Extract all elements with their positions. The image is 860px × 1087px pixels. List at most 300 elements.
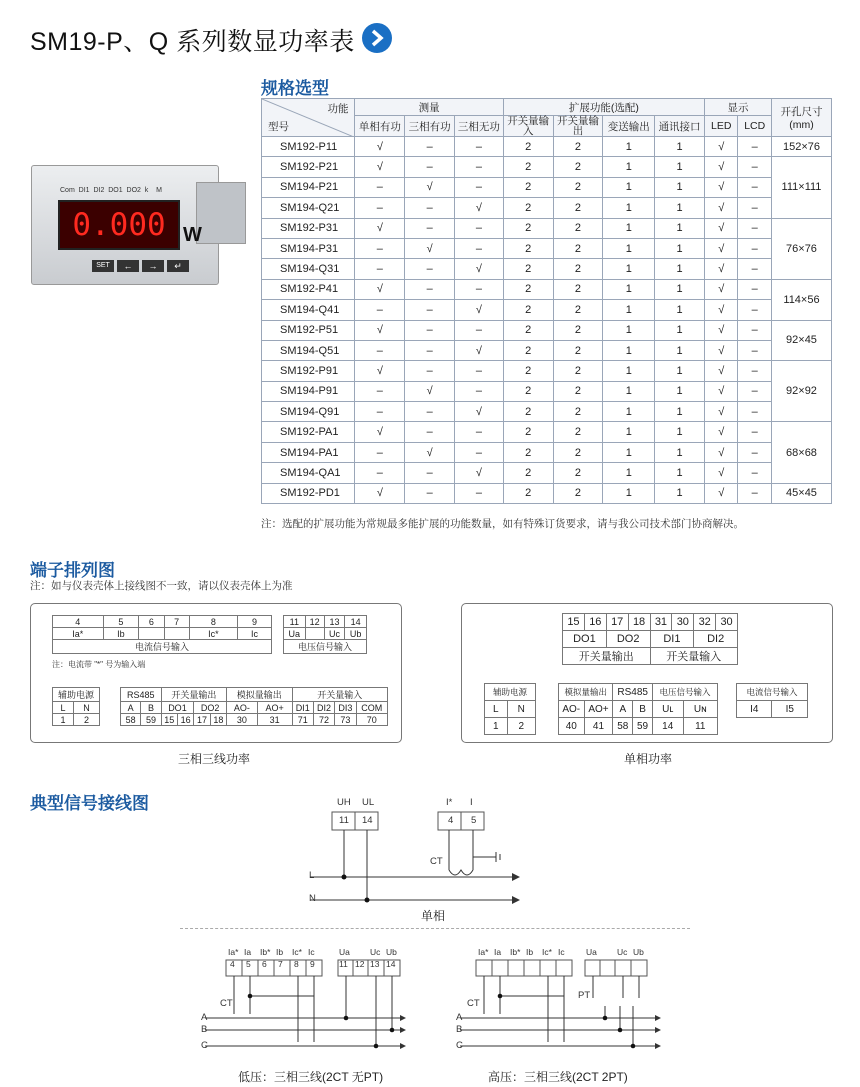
spec-cell: √ (405, 238, 455, 258)
spec-cell: 1 (655, 157, 705, 177)
spec-cell: √ (355, 422, 405, 442)
spec-cell: – (355, 259, 405, 279)
spec-cell: – (738, 340, 772, 360)
terminal-note: 注：如与仪表壳体上接线图不一致，请以仪表壳体上为准 (30, 580, 293, 592)
spec-row (262, 279, 832, 299)
three-phase-aux-table: 辅助电源 L N 1 2 (52, 687, 100, 726)
spec-cell: √ (704, 137, 738, 157)
high-wiring-caption: 高压：三相三线(2CT 2PT) (488, 1070, 628, 1084)
spec-cell: – (738, 238, 772, 258)
spec-cell: – (738, 381, 772, 401)
spec-cell: – (455, 218, 504, 238)
spec-cell: 1 (603, 463, 655, 483)
spec-cell: 1 (655, 218, 705, 238)
spec-section-title: 规格选型 (261, 79, 329, 98)
model-cell: SM194-Q31 (262, 259, 355, 279)
spec-cell: 2 (553, 198, 603, 218)
model-cell: SM194-Q41 (262, 300, 355, 320)
spec-cell: 2 (553, 442, 603, 462)
col-head: 三相无功 (455, 116, 504, 137)
spec-cell: √ (704, 157, 738, 177)
spec-cell: √ (455, 340, 504, 360)
spec-cell: √ (704, 463, 738, 483)
spec-cell: 1 (655, 361, 705, 381)
spec-cell: √ (405, 177, 455, 197)
terminal-label: Ic (558, 947, 565, 957)
spec-cell: 1 (603, 483, 655, 503)
single-phase-current-table: 电流信号输入 I4 I5 (736, 683, 808, 718)
spec-cell: 1 (655, 402, 705, 422)
spec-row (262, 422, 832, 442)
spec-cell: 2 (503, 381, 553, 401)
terminal-number: 4 (230, 959, 235, 969)
chevron-right-icon[interactable] (362, 23, 392, 53)
wiring-section-title: 典型信号接线图 (30, 794, 149, 813)
spec-cell: √ (355, 279, 405, 299)
single-phase-top-table: 15 16 17 18 31 30 32 30 DO1 DO2 DI1 DI2 开关量输出 开关量输入 (562, 613, 738, 665)
low-ct-label: CT (220, 998, 233, 1009)
spec-cell: 2 (553, 381, 603, 401)
spec-cell: √ (355, 320, 405, 340)
spec-cell: √ (704, 300, 738, 320)
high-phase-a: A (456, 1012, 463, 1023)
spec-cell: √ (704, 361, 738, 381)
terminal-label: Uc (370, 947, 381, 957)
divider (180, 928, 690, 929)
spec-cell: – (355, 402, 405, 422)
spec-cell: – (455, 157, 504, 177)
spec-cell: √ (355, 218, 405, 238)
spec-cell: – (738, 259, 772, 279)
spec-cell: 2 (553, 361, 603, 381)
label-ul: UL (362, 797, 375, 808)
spec-cell: 2 (503, 198, 553, 218)
spec-cell: 1 (655, 238, 705, 258)
cutout-cell: 152×76 (771, 137, 831, 157)
terminal-label: Ib (276, 947, 284, 957)
spec-cell: 1 (655, 198, 705, 218)
spec-cell: – (738, 483, 772, 503)
spec-cell: 2 (503, 157, 553, 177)
terminal-number: 9 (310, 959, 315, 969)
spec-cell: 2 (503, 218, 553, 238)
spec-cell: 1 (603, 361, 655, 381)
spec-row (262, 483, 832, 503)
spec-cell: – (738, 279, 772, 299)
spec-row (262, 320, 832, 340)
spec-cell: √ (455, 300, 504, 320)
spec-cell: 1 (603, 422, 655, 442)
high-voltage-wiring-diagram (455, 958, 670, 1058)
spec-cell: 1 (655, 340, 705, 360)
spec-table (261, 98, 832, 504)
low-phase-b: B (201, 1024, 208, 1035)
spec-cell: 2 (553, 340, 603, 360)
meter-unit: W (183, 224, 202, 246)
terminal-number: 5 (246, 959, 251, 969)
meter-set-button: SET (92, 260, 114, 272)
spec-cell: – (455, 361, 504, 381)
model-cell: SM194-P91 (262, 381, 355, 401)
spec-cell: – (405, 483, 455, 503)
single-phase-wiring-diagram (300, 795, 540, 920)
spec-cell: – (455, 137, 504, 157)
low-wiring-caption: 低压：三相三线(2CT 无PT) (238, 1070, 384, 1084)
spec-cell: – (738, 218, 772, 238)
term-4: 4 (448, 815, 454, 826)
terminal-label: Ia* (478, 947, 489, 957)
spec-cell: 2 (503, 340, 553, 360)
spec-cell: √ (455, 198, 504, 218)
spec-cell: – (738, 157, 772, 177)
spec-cell: 1 (603, 157, 655, 177)
spec-cell: 2 (553, 157, 603, 177)
high-phase-c: C (456, 1040, 463, 1051)
cutout-cell: 92×45 (771, 320, 831, 361)
three-phase-caption: 三相三线功率 (178, 752, 251, 766)
terminal-number: 14 (386, 959, 396, 969)
spec-cell: 1 (655, 177, 705, 197)
terminal-label: Ic (308, 947, 315, 957)
spec-cell: – (405, 279, 455, 299)
model-cell: SM194-PA1 (262, 442, 355, 462)
spec-cell: √ (704, 198, 738, 218)
spec-row (262, 238, 832, 258)
low-phase-c: C (201, 1040, 208, 1051)
head-func: 功能 (327, 103, 349, 115)
spec-cell: 2 (503, 402, 553, 422)
terminal-label: Ic* (292, 947, 302, 957)
terminal-label: Ib (526, 947, 534, 957)
spec-cell: 1 (655, 259, 705, 279)
meter-indicators: Com DI1 DI2 DO1 DO2 k M (60, 187, 162, 194)
model-cell: SM194-P21 (262, 177, 355, 197)
terminal-number: 13 (370, 959, 380, 969)
spec-row (262, 259, 832, 279)
spec-cell: 1 (603, 320, 655, 340)
model-cell: SM192-P41 (262, 279, 355, 299)
spec-cell: – (355, 238, 405, 258)
spec-row (262, 381, 832, 401)
high-ct-label: CT (467, 998, 480, 1009)
spec-cell: 1 (655, 463, 705, 483)
model-cell: SM194-QA1 (262, 463, 355, 483)
spec-cell: √ (455, 402, 504, 422)
term-5: 5 (471, 815, 477, 826)
spec-cell: – (355, 463, 405, 483)
spec-cell: – (738, 442, 772, 462)
spec-row (262, 340, 832, 360)
spec-cell: – (738, 361, 772, 381)
spec-cell: √ (355, 137, 405, 157)
three-phase-signal-table: RS485 开关量输出 模拟量输出 开关量输入 A B DO1 DO2 AO- AO+ DI1 DI2 DI3 COM 58 59 15 16 17 18 30 31 71 72 73 70 (120, 687, 388, 726)
model-cell: SM194-Q51 (262, 340, 355, 360)
star-note: 注：电流带 "*" 号为输入端 (52, 660, 146, 669)
terminal-label: Uc (617, 947, 628, 957)
model-cell: SM192-P11 (262, 137, 355, 157)
spec-cell: – (738, 177, 772, 197)
spec-cell: – (455, 279, 504, 299)
spec-row (262, 402, 832, 422)
head-model: 型号 (268, 121, 289, 133)
model-cell: SM194-P31 (262, 238, 355, 258)
model-cell: SM192-P51 (262, 320, 355, 340)
spec-cell: – (405, 137, 455, 157)
spec-cell: – (405, 198, 455, 218)
spec-cell: 1 (603, 340, 655, 360)
group-expand: 扩展功能(选配) (503, 99, 704, 116)
spec-row (262, 300, 832, 320)
cutout-cell: 76×76 (771, 218, 831, 279)
spec-cell: – (738, 300, 772, 320)
col-head: 开关量输入 (503, 116, 553, 137)
spec-cell: √ (355, 361, 405, 381)
terminal-label: Ia (494, 947, 502, 957)
single-phase-signal-table: 模拟量输出 RS485 电压信号输入 AO- AO+ A B Uʟ Uɴ 40 41 58 59 14 11 (558, 683, 718, 735)
spec-cell: 2 (503, 300, 553, 320)
spec-cell: – (355, 381, 405, 401)
meter-display: 0.000 (58, 200, 180, 250)
cutout-cell: 114×56 (771, 279, 831, 320)
col-head: LED (704, 116, 738, 137)
spec-cell: – (355, 198, 405, 218)
cutout-cell: 45×45 (771, 483, 831, 503)
single-phase-caption: 单相功率 (624, 752, 673, 766)
label-l: L (309, 870, 315, 881)
spec-cell: √ (405, 442, 455, 462)
terminal-label: Ub (386, 947, 397, 957)
spec-cell: – (355, 300, 405, 320)
spec-cell: √ (704, 483, 738, 503)
group-measure: 测量 (355, 99, 503, 116)
terminal-label: Ua (586, 947, 597, 957)
meter-enter-button: ↵ (167, 260, 189, 272)
col-head: 三相有功 (405, 116, 455, 137)
single-phase-aux-table: 辅助电源 L N 1 2 (484, 683, 536, 735)
terminal-number: 12 (355, 959, 365, 969)
label-ct: CT (430, 856, 443, 867)
model-cell: SM192-PD1 (262, 483, 355, 503)
spec-cell: – (405, 259, 455, 279)
spec-cell: 2 (503, 442, 553, 462)
terminal-label: Ia (244, 947, 252, 957)
spec-cell: 1 (603, 137, 655, 157)
spec-cell: – (405, 463, 455, 483)
spec-cell: – (405, 422, 455, 442)
spec-cell: √ (704, 218, 738, 238)
cutout-cell: 92×92 (771, 361, 831, 422)
meter-housing (196, 182, 246, 244)
spec-cell: √ (704, 340, 738, 360)
label-uh: UH (337, 797, 351, 808)
term-11: 11 (339, 815, 349, 826)
terminal-number: 6 (262, 959, 267, 969)
term-14: 14 (362, 815, 373, 826)
spec-cell: – (355, 340, 405, 360)
spec-cell: 2 (553, 177, 603, 197)
spec-row (262, 463, 832, 483)
spec-cell: √ (704, 259, 738, 279)
col-head: 开关量输出 (553, 116, 603, 137)
spec-cell: 2 (503, 137, 553, 157)
label-n: N (309, 893, 316, 904)
group-display: 显示 (704, 99, 771, 116)
spec-cell: 2 (553, 218, 603, 238)
spec-cell: √ (704, 381, 738, 401)
spec-cell: 2 (503, 422, 553, 442)
spec-cell: 1 (655, 320, 705, 340)
spec-cell: √ (704, 279, 738, 299)
spec-row (262, 198, 832, 218)
col-head: 单相有功 (355, 116, 405, 137)
spec-cell: 2 (553, 422, 603, 442)
spec-cell: √ (704, 402, 738, 422)
spec-row (262, 157, 832, 177)
spec-row (262, 177, 832, 197)
page-title: SM19-P、Q 系列数显功率表 (30, 28, 355, 56)
spec-cell: – (405, 320, 455, 340)
model-cell: SM192-P21 (262, 157, 355, 177)
spec-cell: 2 (553, 320, 603, 340)
spec-cell: 1 (655, 422, 705, 442)
cutout-cell: 111×111 (771, 157, 831, 218)
spec-cell: 2 (503, 279, 553, 299)
spec-cell: 1 (603, 177, 655, 197)
spec-cell: 2 (553, 279, 603, 299)
spec-cell: 1 (603, 279, 655, 299)
model-cell: SM192-PA1 (262, 422, 355, 442)
spec-cell: – (405, 300, 455, 320)
terminal-number: 7 (278, 959, 283, 969)
spec-cell: – (355, 442, 405, 462)
spec-cell: √ (455, 259, 504, 279)
cutout-cell: 68×68 (771, 422, 831, 483)
spec-cell: 2 (503, 259, 553, 279)
spec-cell: 1 (655, 300, 705, 320)
terminal-number: 8 (294, 959, 299, 969)
spec-cell: 1 (655, 442, 705, 462)
terminal-label: Ib* (510, 947, 521, 957)
label-istar: I* (446, 797, 453, 808)
spec-cell: – (738, 137, 772, 157)
spec-cell: – (455, 320, 504, 340)
high-pt-label: PT (578, 990, 591, 1001)
spec-cell: – (738, 463, 772, 483)
diag-header-cell (262, 99, 355, 137)
spec-cell: 1 (603, 300, 655, 320)
col-head: 变送输出 (603, 116, 655, 137)
spec-cell: 1 (603, 442, 655, 462)
spec-cell: 2 (553, 259, 603, 279)
terminal-number: 11 (339, 959, 348, 969)
spec-cell: – (355, 177, 405, 197)
spec-cell: 1 (655, 279, 705, 299)
spec-row (262, 137, 832, 157)
spec-cell: – (738, 198, 772, 218)
terminal-label: Ib* (260, 947, 271, 957)
spec-cell: – (455, 422, 504, 442)
spec-cell: 1 (603, 238, 655, 258)
col-head: 通讯接口 (655, 116, 705, 137)
spec-cell: – (738, 320, 772, 340)
spec-cell: √ (455, 463, 504, 483)
spec-cell: – (455, 177, 504, 197)
spec-cell: 1 (603, 381, 655, 401)
spec-cell: 1 (603, 198, 655, 218)
single-wiring-caption: 单相 (421, 909, 446, 923)
spec-cell: √ (704, 320, 738, 340)
model-cell: SM194-Q21 (262, 198, 355, 218)
high-phase-b: B (456, 1024, 463, 1035)
spec-cell: 2 (503, 483, 553, 503)
terminal-label: Ua (339, 947, 350, 957)
terminal-label: Ic* (542, 947, 552, 957)
spec-cell: 2 (503, 177, 553, 197)
spec-cell: 2 (553, 463, 603, 483)
spec-cell: – (738, 422, 772, 442)
spec-cell: √ (405, 381, 455, 401)
terminal-label: Ub (633, 947, 644, 957)
spec-cell: √ (355, 483, 405, 503)
spec-cell: √ (355, 157, 405, 177)
spec-cell: 2 (553, 300, 603, 320)
model-cell: SM192-P91 (262, 361, 355, 381)
head-cutout: 开孔尺寸 (mm) (771, 99, 831, 137)
spec-cell: 2 (553, 483, 603, 503)
model-cell: SM194-Q91 (262, 402, 355, 422)
spec-cell: 2 (503, 320, 553, 340)
spec-cell: – (455, 238, 504, 258)
spec-cell: 2 (503, 463, 553, 483)
spec-note: 注：选配的扩展功能为常规最多能扩展的功能数量，如有特殊订货要求，请与我公司技术部门协商解决。 (261, 518, 744, 530)
spec-cell: 1 (655, 381, 705, 401)
spec-cell: 2 (503, 238, 553, 258)
spec-cell: – (405, 218, 455, 238)
spec-cell: – (405, 340, 455, 360)
spec-cell: 2 (553, 137, 603, 157)
spec-cell: 2 (553, 402, 603, 422)
spec-row (262, 442, 832, 462)
spec-cell: √ (704, 238, 738, 258)
spec-row (262, 218, 832, 238)
model-cell: SM192-P31 (262, 218, 355, 238)
spec-cell: – (405, 157, 455, 177)
meter-left-button: ← (117, 260, 139, 272)
spec-cell: – (738, 402, 772, 422)
col-head: LCD (738, 116, 772, 137)
spec-cell: – (455, 381, 504, 401)
spec-cell: 1 (603, 259, 655, 279)
label-i: I (470, 797, 473, 808)
spec-cell: – (405, 361, 455, 381)
spec-cell: 1 (655, 137, 705, 157)
spec-cell: √ (704, 442, 738, 462)
spec-cell: 1 (603, 218, 655, 238)
spec-cell: – (405, 402, 455, 422)
spec-cell: – (455, 483, 504, 503)
terminal-label: Ia* (228, 947, 239, 957)
low-phase-a: A (201, 1012, 208, 1023)
meter-right-button: → (142, 260, 164, 272)
spec-row (262, 361, 832, 381)
three-phase-voltage-table: 11 12 13 14 Ua Uc Ub 电压信号输入 (283, 615, 367, 654)
terminal-section-title: 端子排列图 (30, 561, 115, 580)
spec-cell: 2 (553, 238, 603, 258)
spec-cell: 1 (655, 483, 705, 503)
three-phase-current-table: 4 5 6 7 8 9 Ia* Ib Ic* Ic 电流信号输入 (52, 615, 272, 654)
spec-cell: 1 (603, 402, 655, 422)
spec-cell: 2 (503, 361, 553, 381)
